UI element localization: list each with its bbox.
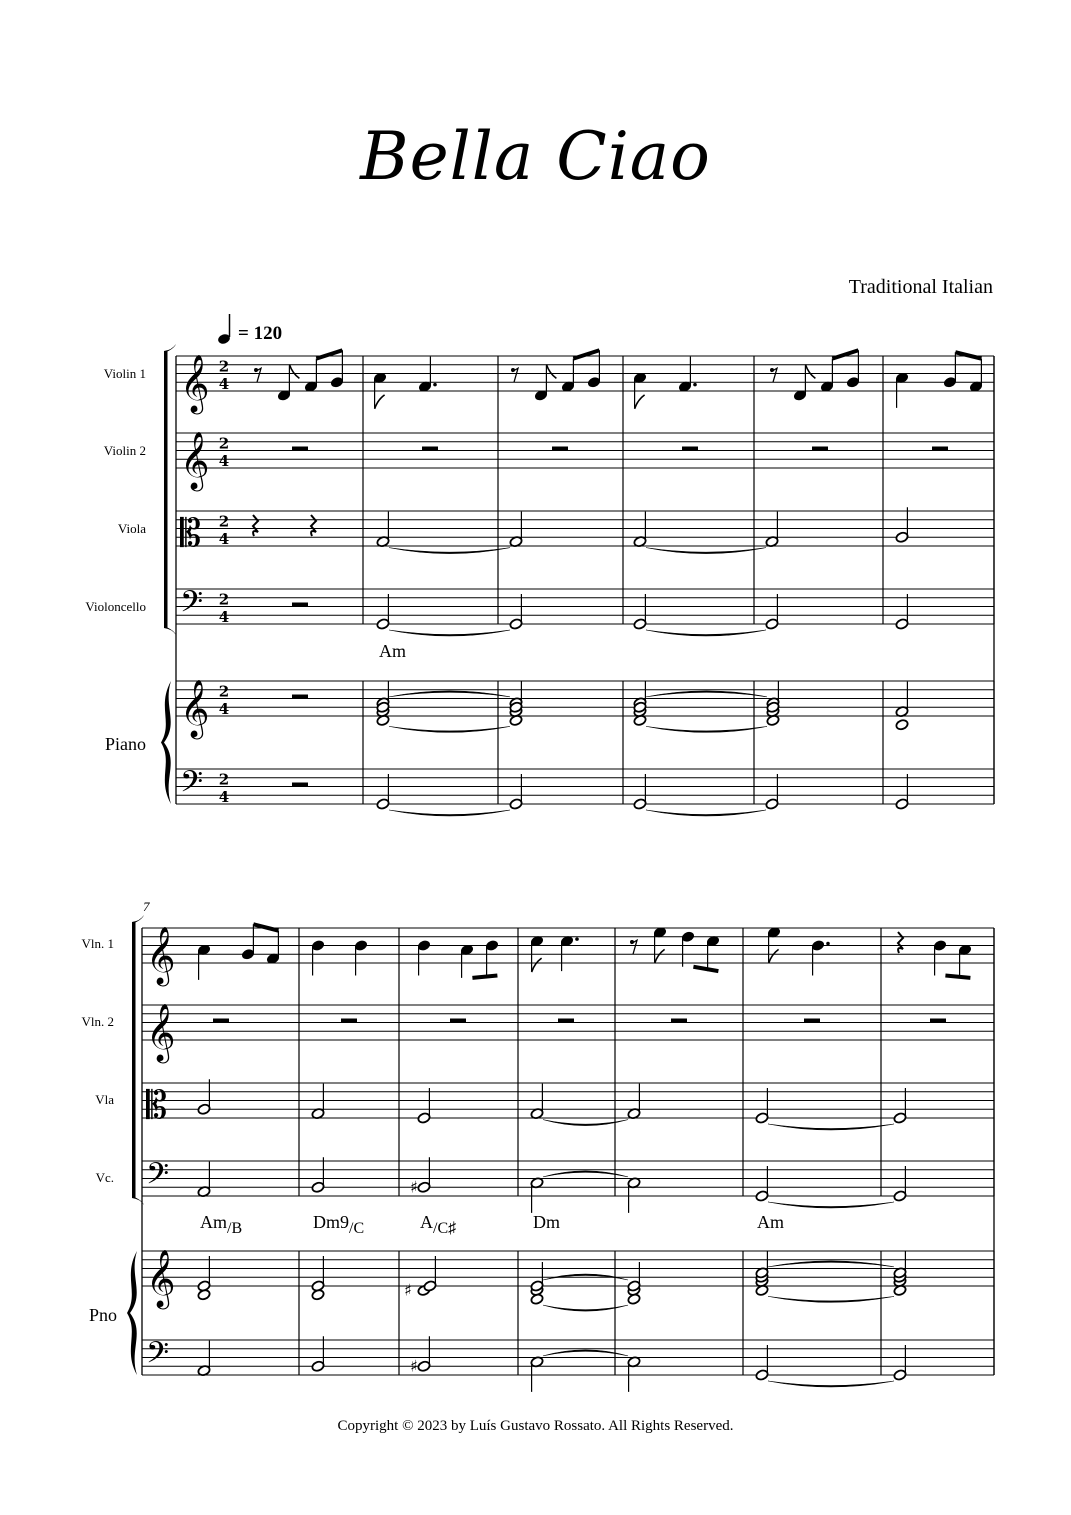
tie xyxy=(646,810,766,816)
chord-symbol: Dm9/C xyxy=(313,1212,365,1237)
note-flag xyxy=(546,364,556,378)
time-signature-top: 2 xyxy=(218,770,230,789)
note-flag xyxy=(655,949,665,963)
chord-symbol: Am xyxy=(757,1212,784,1232)
bracket xyxy=(132,922,136,1198)
time-signature-bottom: 4 xyxy=(218,452,230,470)
half-rest xyxy=(292,603,308,608)
note-flag xyxy=(769,949,779,963)
time-signature-top: 2 xyxy=(218,512,230,531)
treble-clef-icon: 𝄞 xyxy=(180,431,210,489)
tie xyxy=(646,726,767,732)
tie xyxy=(646,630,766,636)
staff-label-vln-2: Vln. 2 xyxy=(81,1014,114,1029)
bracket xyxy=(164,344,176,353)
bass-clef-icon: 𝄢 xyxy=(146,1157,170,1199)
treble-clef-icon: 𝄞 xyxy=(180,354,210,412)
sharp-sign: ♯ xyxy=(404,1280,412,1300)
staff-label-viola: Viola xyxy=(117,521,146,536)
tie xyxy=(389,691,510,697)
bass-clef-icon: 𝄢 xyxy=(146,1336,170,1378)
dot xyxy=(826,942,830,946)
tie xyxy=(389,548,510,554)
half-rest xyxy=(932,447,948,452)
tie xyxy=(768,1261,894,1267)
tie xyxy=(389,726,510,732)
beam xyxy=(472,976,497,978)
time-signature-bottom: 4 xyxy=(218,530,230,548)
measure-number: 7 xyxy=(143,899,150,914)
tie xyxy=(389,630,510,636)
half-rest xyxy=(558,1019,574,1024)
alto-clef-icon: 𝄡 xyxy=(180,511,202,555)
bass-clef-icon: 𝄢 xyxy=(180,585,204,627)
dot xyxy=(693,383,697,387)
alto-clef-icon: 𝄡 xyxy=(146,1083,168,1127)
beam xyxy=(253,924,278,930)
beam xyxy=(945,976,970,978)
staff-label-violoncello: Violoncello xyxy=(85,599,146,614)
bass-clef-icon: 𝄢 xyxy=(180,765,204,807)
treble-clef-icon: 𝄞 xyxy=(180,679,210,737)
note-flag xyxy=(289,364,299,378)
sharp-sign: ♯ xyxy=(410,1177,418,1197)
bracket xyxy=(132,915,144,924)
system-1 xyxy=(85,344,994,816)
bracket xyxy=(164,626,176,635)
note-flag xyxy=(805,364,815,378)
tie xyxy=(768,1381,894,1387)
composer-credit: Traditional Italian xyxy=(848,276,993,298)
treble-clef-icon: 𝄞 xyxy=(146,1003,176,1061)
copyright-notice: Copyright © 2023 by Luís Gustavo Rossato. All Rights Reserved. xyxy=(337,1418,734,1434)
time-signature-top: 2 xyxy=(218,682,230,701)
half-rest xyxy=(292,783,308,788)
note-flag xyxy=(635,395,645,409)
half-rest xyxy=(292,447,308,452)
quarter-rest xyxy=(898,932,903,953)
brace xyxy=(127,1251,137,1375)
half-rest xyxy=(930,1019,946,1024)
time-signature-bottom: 4 xyxy=(218,375,230,393)
staff-label-violin-1: Violin 1 xyxy=(103,366,146,381)
staff-label-vla: Vla xyxy=(95,1092,114,1107)
sharp-sign: ♯ xyxy=(410,1356,418,1376)
time-signature-bottom: 4 xyxy=(218,608,230,626)
half-rest xyxy=(213,1019,229,1024)
tie xyxy=(768,1124,894,1130)
half-rest xyxy=(804,1019,820,1024)
tie xyxy=(768,1296,894,1302)
chord-symbol: Am/B xyxy=(200,1212,243,1237)
time-signature-bottom: 4 xyxy=(218,788,230,806)
chord-symbol: Dm xyxy=(533,1212,560,1232)
time-signature-top: 2 xyxy=(218,357,230,376)
half-rest xyxy=(292,695,308,700)
treble-clef-icon: 𝄞 xyxy=(146,926,176,984)
beam xyxy=(573,350,599,358)
beam xyxy=(316,350,342,358)
half-rest xyxy=(422,447,438,452)
treble-clef-icon: 𝄞 xyxy=(146,1249,176,1307)
tie xyxy=(646,691,767,697)
tie xyxy=(389,810,510,816)
half-rest xyxy=(552,447,568,452)
page-title: Bella Ciao xyxy=(360,118,711,195)
brace xyxy=(161,681,171,804)
beam xyxy=(832,350,858,358)
half-rest xyxy=(682,447,698,452)
staff-label-pno: Pno xyxy=(88,1305,117,1325)
notehead xyxy=(895,719,909,731)
system-2 xyxy=(82,899,995,1392)
tie xyxy=(768,1202,894,1208)
staff-label-violin-2: Violin 2 xyxy=(103,443,146,458)
beam xyxy=(693,967,718,971)
chord-symbol: Am xyxy=(379,641,406,661)
half-rest xyxy=(450,1019,466,1024)
bracket xyxy=(164,351,168,628)
staff-label-vln-1: Vln. 1 xyxy=(81,936,114,951)
half-rest xyxy=(671,1019,687,1024)
half-rest xyxy=(341,1019,357,1024)
staff-label-piano: Piano xyxy=(104,734,146,754)
quarter-rest xyxy=(311,515,316,536)
note-flag xyxy=(375,395,385,409)
tempo-text: = 120 xyxy=(238,323,283,344)
tempo-marking xyxy=(217,314,282,345)
note-flag xyxy=(532,958,542,972)
time-signature-top: 2 xyxy=(218,434,230,453)
chord-symbol: A/C♯ xyxy=(420,1212,457,1237)
dot xyxy=(575,937,579,941)
half-rest xyxy=(812,447,828,452)
time-signature-top: 2 xyxy=(218,590,230,609)
tie xyxy=(646,548,766,554)
quarter-rest xyxy=(253,515,258,536)
beam xyxy=(955,352,981,358)
staff-label-vc: Vc. xyxy=(95,1170,114,1185)
dot xyxy=(433,383,437,387)
time-signature-bottom: 4 xyxy=(218,700,230,718)
